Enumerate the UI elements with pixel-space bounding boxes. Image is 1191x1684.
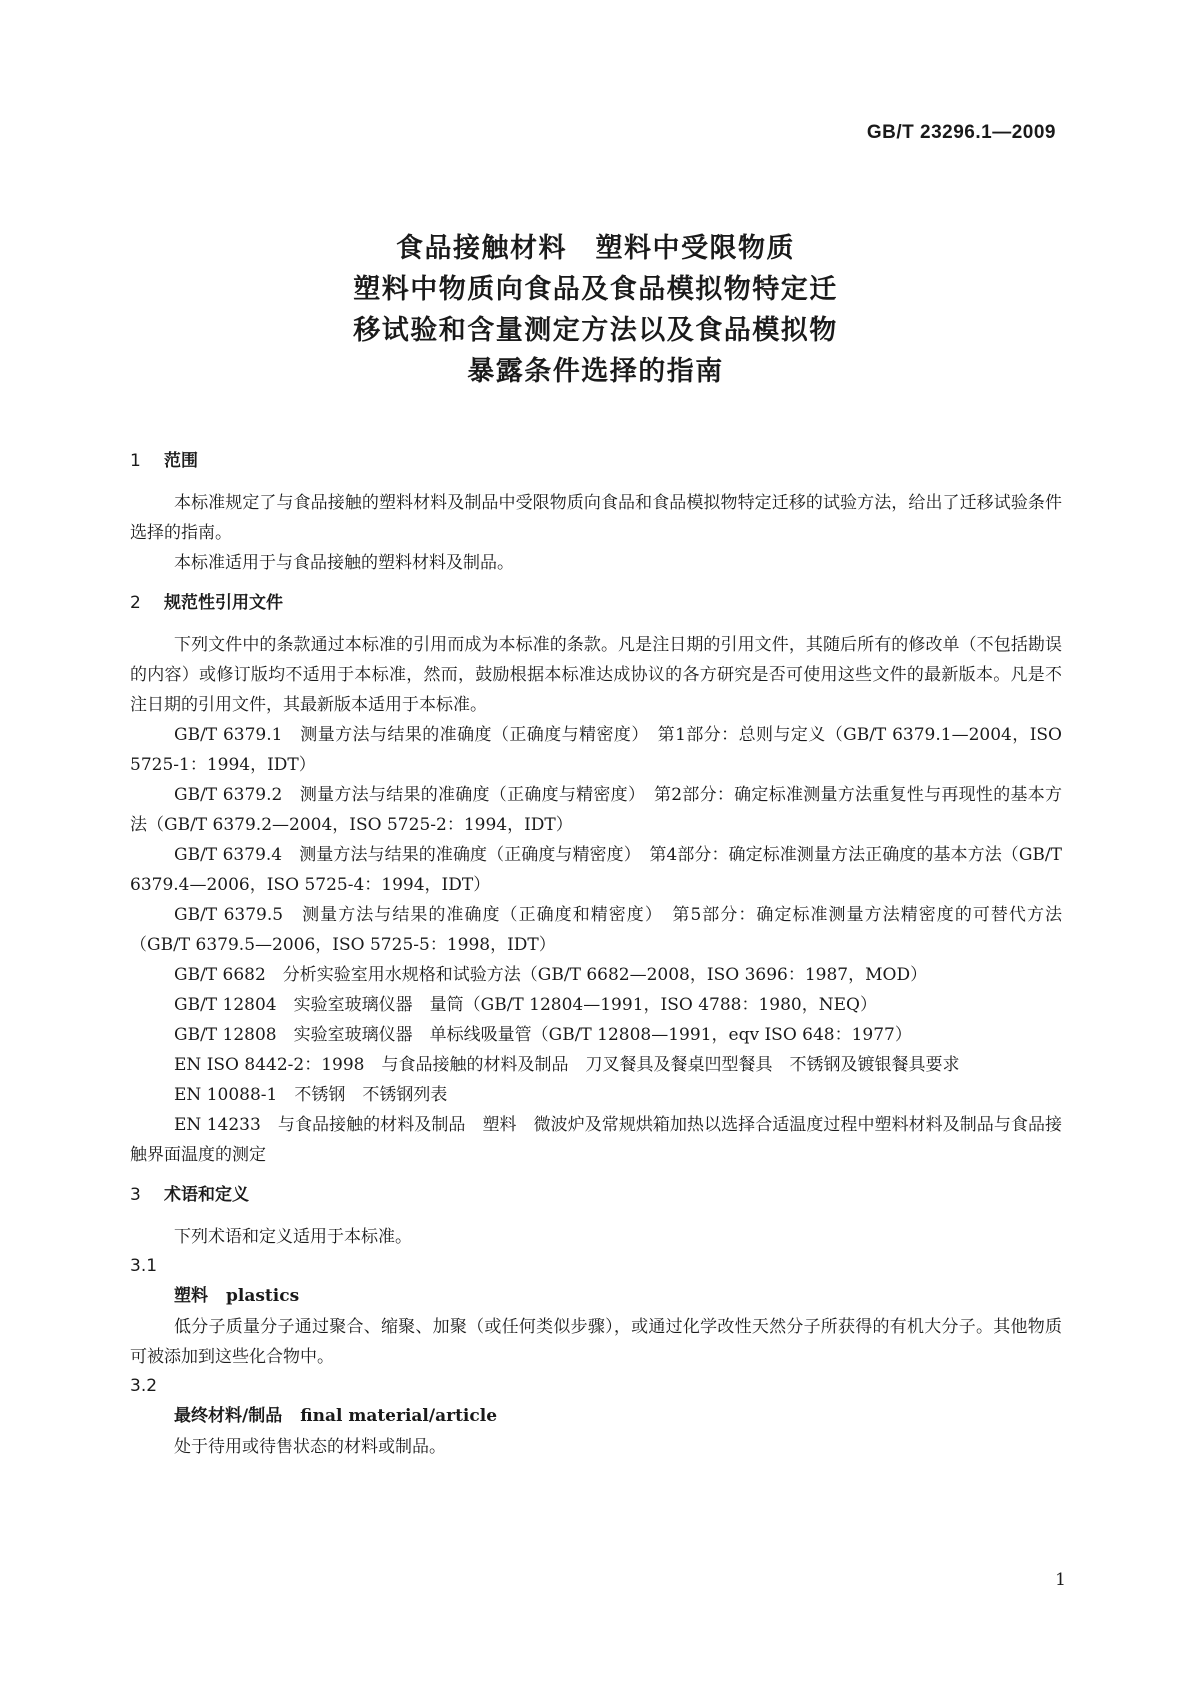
section-number: 2	[130, 593, 141, 613]
term-zh: 塑料	[174, 1286, 208, 1306]
paragraph: 下列文件中的条款通过本标准的引用而成为本标准的条款。凡是注日期的引用文件，其随后所有的修改单（不包括勘误的内容）或修订版均不适用于本标准，然而，鼓励根据本标准达成协议的各方研究是否可使用这些文件的最新版本。凡是不注日期的引用文件，其最新版本适用于本标准。	[130, 635, 1062, 715]
term-en: final material/article	[300, 1406, 498, 1426]
section-number: 3	[130, 1185, 141, 1205]
section-title: 范围	[164, 451, 198, 471]
reference-entry: GB/T 12808 实验室玻璃仪器 单标线吸量管（GB/T 12808—1991，eqv ISO 648：1977）	[174, 1025, 912, 1045]
title-line: 食品接触材料 塑料中受限物质	[396, 233, 795, 264]
reference-entry: GB/T 6682 分析实验室用水规格和试验方法（GB/T 6682—2008，ISO 3696：1987，MOD）	[174, 965, 928, 985]
reference-entry: EN ISO 8442-2：1998 与食品接触的材料及制品 刀叉餐具及餐桌凹型餐具 不锈钢及镀银餐具要求	[174, 1055, 960, 1075]
reference-entry: EN 10088-1 不锈钢 不锈钢列表	[174, 1085, 448, 1105]
reference-entry: GB/T 6379.2 测量方法与结果的准确度（正确度与精密度） 第2部分：确定标准测量方法重复性与再现性的基本方法（GB/T 6379.2—2004，ISO 5725-2：1994，IDT）	[130, 785, 1062, 835]
reference-entry: GB/T 6379.5 测量方法与结果的准确度（正确度和精密度） 第5部分：确定标准测量方法精密度的可替代方法（GB/T 6379.5—2006，ISO 5725-5：1998，IDT）	[130, 905, 1062, 955]
term-en: plastics	[226, 1286, 300, 1306]
term-number: 3.2	[130, 1376, 158, 1396]
section-heading-terms-definitions	[130, 1180, 1062, 1210]
section-number: 1	[130, 451, 141, 471]
title-line: 暴露条件选择的指南	[467, 356, 724, 387]
paragraph: 本标准规定了与食品接触的塑料材料及制品中受限物质向食品和食品模拟物特定迁移的试验方法，给出了迁移试验条件选择的指南。	[130, 493, 1062, 543]
document-body	[130, 446, 1062, 1462]
term-definition: 低分子质量分子通过聚合、缩聚、加聚（或任何类似步骤），或通过化学改性天然分子所获得的有机大分子。其他物质可被添加到这些化合物中。	[130, 1317, 1062, 1367]
reference-entry: GB/T 6379.1 测量方法与结果的准确度（正确度与精密度） 第1部分：总则与定义（GB/T 6379.1—2004，ISO 5725-1：1994，IDT）	[130, 725, 1062, 775]
document-title	[0, 228, 1191, 392]
term-zh: 最终材料/制品	[174, 1406, 283, 1426]
reference-entry: EN 14233 与食品接触的材料及制品 塑料 微波炉及常规烘箱加热以选择合适温度过程中塑料材料及制品与食品接触界面温度的测定	[130, 1115, 1062, 1165]
page-number: 1	[1055, 1570, 1066, 1590]
title-line: 移试验和含量测定方法以及食品模拟物	[353, 315, 838, 346]
term-entry	[130, 1400, 1062, 1432]
reference-entry: GB/T 6379.4 测量方法与结果的准确度（正确度与精密度） 第4部分：确定标准测量方法正确度的基本方法（GB/T 6379.4—2006，ISO 5725-4：1994，IDT）	[130, 845, 1062, 895]
standard-code: GB/T 23296.1—2009	[866, 122, 1056, 143]
section-heading-scope	[130, 446, 1062, 476]
section-title: 规范性引用文件	[164, 593, 283, 613]
paragraph: 下列术语和定义适用于本标准。	[174, 1227, 412, 1247]
title-line: 塑料中物质向食品及食品模拟物特定迁	[353, 274, 838, 305]
term-entry	[130, 1280, 1062, 1312]
section-title: 术语和定义	[164, 1185, 249, 1205]
section-heading-normative-references	[130, 588, 1062, 618]
reference-entry: GB/T 12804 实验室玻璃仪器 量筒（GB/T 12804—1991，ISO 4788：1980，NEQ）	[174, 995, 877, 1015]
paragraph: 本标准适用于与食品接触的塑料材料及制品。	[174, 553, 514, 573]
term-number: 3.1	[130, 1256, 158, 1276]
term-definition: 处于待用或待售状态的材料或制品。	[174, 1437, 446, 1457]
